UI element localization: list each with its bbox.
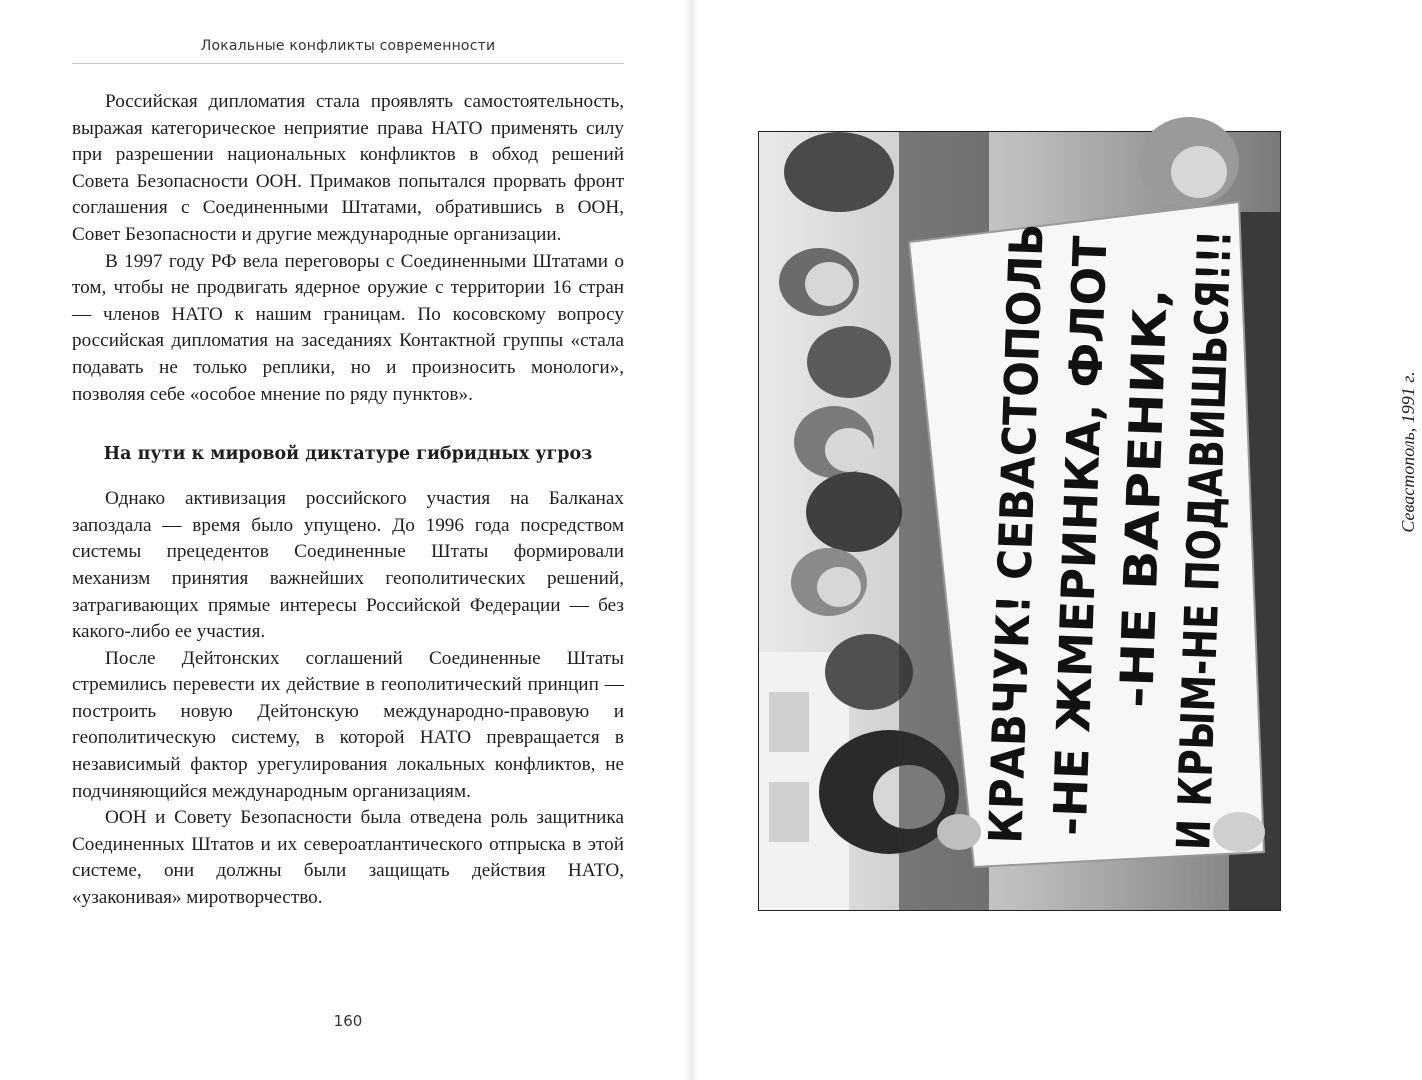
paragraph-1: Российская дипломатия стала проявлять самостоятельность, выражая категорическое неприятие права НАТО применять силу при разрешении национальных конфликтов в обход решений Совета Безопасности ООН. Примаков попытался прорвать фронт соглашения с Соединенными Штатами, обратившись в ООН, Совет Безопасности и другие международные организации. bbox=[72, 91, 624, 245]
photo-caption: Севастополь, 1991 г. bbox=[1398, 371, 1418, 533]
paragraph-5: ООН и Совету Безопасности была отведена роль защитника Соединенных Штатов и их североатлантического отпрыска в этой системе, они должны были защищать действия НАТО, «узаконивая» миротворчество. bbox=[72, 807, 624, 909]
section-title: На пути к мировой диктатуре гибридных угроз bbox=[103, 444, 593, 465]
paragraph-3: Однако активизация российского участия на Балканах запоздала — время было упущено. До 1996 года посредством системы прецедентов Соединенные Штаты формировали механизм принятия важнейших геополитических решений, затрагивающих прямые интересы Российской Федерации — без какого-либо ее участия. bbox=[72, 488, 624, 643]
left-page bbox=[0, 0, 690, 1080]
paragraph-2: В 1997 году РФ вела переговоры с Соединенными Штатами о том, чтобы не продвигать ядерное оружие с территории 16 стран — членов НАТО к нашим границам. По косовскому вопросу российская дипломатия на заседаниях Контактной группы «стала подавать не только реплики, но и произносить монологи», позволяя себе «особое мнение по ряду пунктов». bbox=[72, 250, 624, 405]
sign-line-2: -НЕ ЖМЕРИНКА, ФЛОТ bbox=[1042, 224, 1118, 837]
protest-photo-illustration bbox=[759, 73, 1280, 910]
sign-line-1: КРАВЧУК! СЕВАСТОПОЛЬ bbox=[978, 162, 1056, 845]
paragraph-4: После Дейтонских соглашений Соединенные Штаты стремились перевести их действие в геополитический принцип — построить новую Дейтонскую международно-правовую и геополитическую систему, в которой НАТО превращается в независимый фактор урегулирования локальных конфликтов, не подчиняющийся международным организациям. bbox=[72, 647, 624, 802]
header-rule bbox=[72, 63, 624, 64]
sign-line-3: -НЕ ВАРЕНИК, bbox=[1109, 334, 1177, 709]
sign-line-4: И КРЫМ-НЕ ПОДАВИШЬСЯ!!! bbox=[1166, 73, 1248, 851]
body-text bbox=[72, 89, 624, 912]
protest-photo bbox=[758, 73, 1281, 911]
running-head: Локальные конфликты современности bbox=[200, 38, 496, 54]
right-page bbox=[698, 0, 1418, 1080]
book-gutter bbox=[684, 0, 698, 1080]
page-number: 160 bbox=[333, 1012, 363, 1030]
